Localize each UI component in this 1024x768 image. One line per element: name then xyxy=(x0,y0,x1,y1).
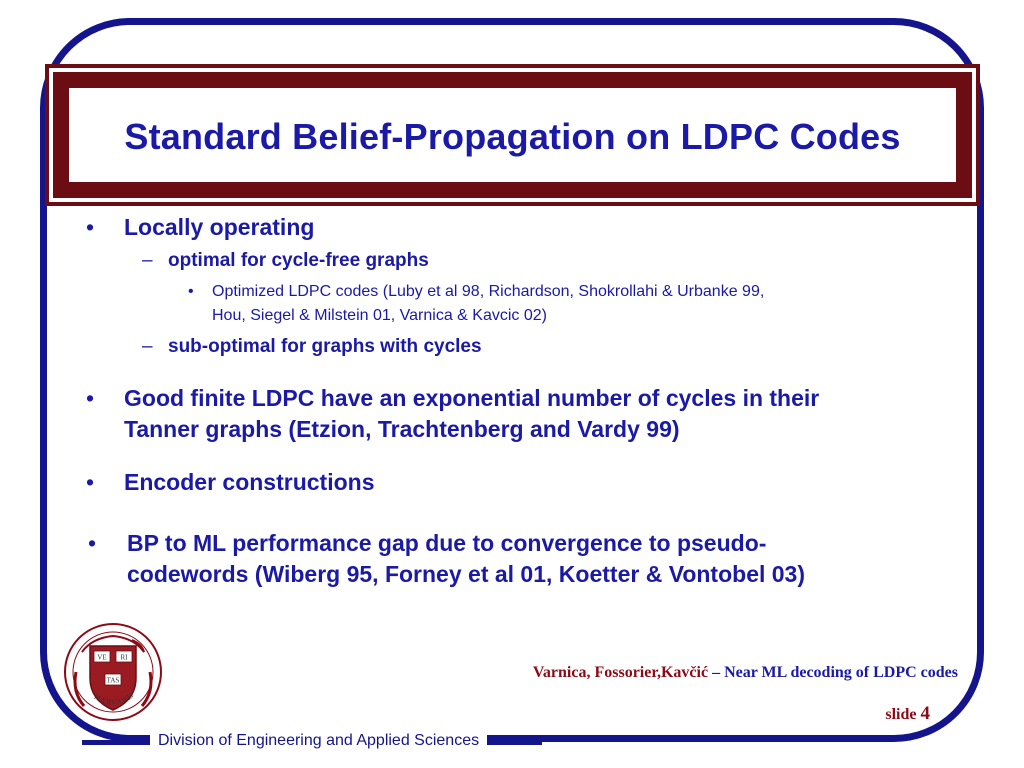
bullet-good-finite-line-2: Tanner graphs (Etzion, Trachtenberg and Vardy 99) xyxy=(124,416,680,442)
harvard-seal-icon xyxy=(62,622,164,722)
slide-label: slide xyxy=(885,706,917,723)
subbullet-optimal: optimal for cycle-free graphs xyxy=(168,250,429,271)
slide-number-value: 4 xyxy=(920,703,930,724)
bullet-bp-ml-line-2: codewords (Wiberg 95, Forney et al 01, Koetter & Vontobel 03) xyxy=(127,561,806,587)
bullet-good-finite-line-1: Good finite LDPC have an exponential number of cycles in their xyxy=(124,385,820,411)
credit-separator: – xyxy=(708,664,725,681)
slide-number xyxy=(885,703,930,725)
subsub-line-2: Hou, Siegel & Milstein 01, Varnica & Kavcic 02) xyxy=(212,307,547,324)
talk-credit xyxy=(533,664,958,682)
bullet-encoder: Encoder constructions xyxy=(124,469,375,495)
seal-ring-text: HARVARD xyxy=(92,690,136,708)
bullet-marker: • xyxy=(86,469,95,495)
seal-letters-ri: RI xyxy=(120,653,128,662)
bullet-locally-operating: Locally operating xyxy=(124,214,315,240)
footer-division: Division of Engineering and Applied Sciences xyxy=(150,730,487,752)
bullet-marker: • xyxy=(86,385,95,411)
dash-marker: – xyxy=(142,336,153,357)
dash-marker: – xyxy=(142,250,153,271)
subbullet-suboptimal: sub-optimal for graphs with cycles xyxy=(168,336,482,357)
seal-letters-tas: TAS xyxy=(106,676,120,685)
bullet-marker: • xyxy=(86,214,95,240)
slide-title: Standard Belief-Propagation on LDPC Codes xyxy=(124,116,901,157)
seal-letters-ve: VE xyxy=(97,653,107,662)
subsub-line-1: Optimized LDPC codes (Luby et al 98, Richardson, Shokrollahi & Urbanke 99, xyxy=(212,283,765,300)
bullet-bp-ml-line-1: BP to ML performance gap due to convergence to pseudo- xyxy=(127,530,767,556)
small-bullet-marker: • xyxy=(188,283,194,300)
credit-talk-title: Near ML decoding of LDPC codes xyxy=(724,664,958,681)
bullet-marker: • xyxy=(88,530,97,556)
credit-authors: Varnica, Fossorier,Kavčić xyxy=(532,664,709,681)
